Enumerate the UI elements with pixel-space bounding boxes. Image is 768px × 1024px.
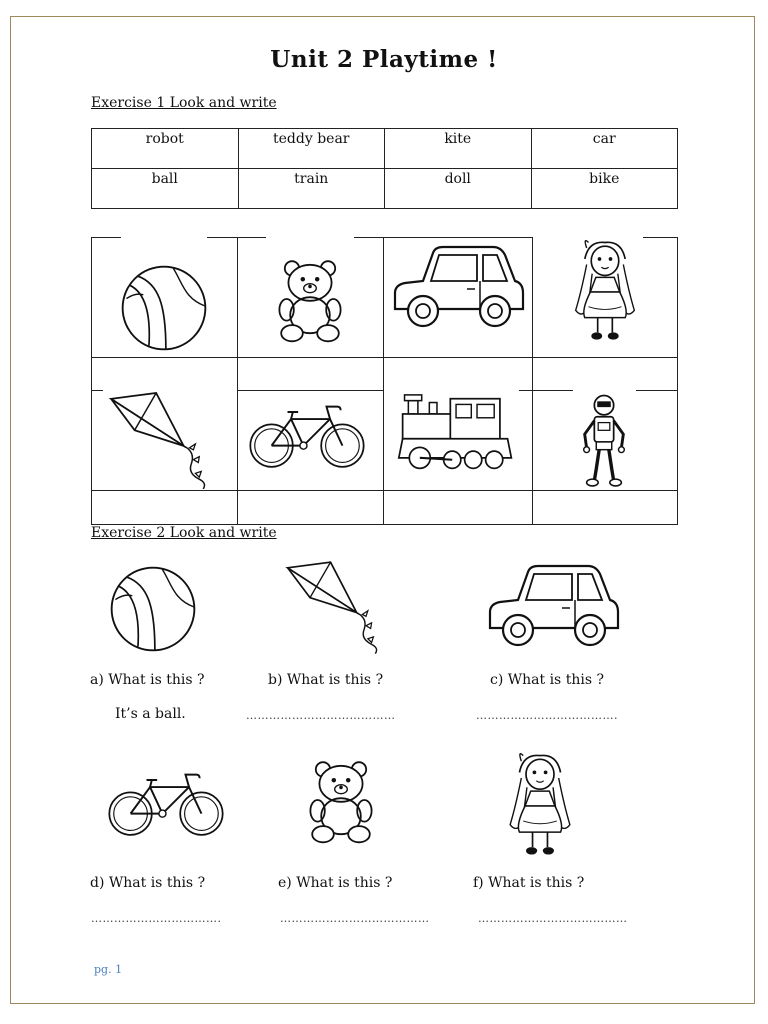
word-cell: car [531,129,678,169]
answer-line-e[interactable]: ………………………………… [280,912,430,925]
teddy-bear-icon [265,253,355,345]
ball-icon [117,261,211,355]
teddy-bear-icon [296,752,386,848]
question-c: c) What is this ? [490,672,604,688]
word-cell: train [238,169,385,209]
word-cell: robot [92,129,239,169]
exercise2-heading: Exercise 2 Look and write [91,525,277,541]
word-cell: ball [92,169,239,209]
answer-line-f[interactable]: ………………………………… [478,912,628,925]
kite-icon [105,391,223,489]
ball-icon [106,562,200,656]
car-icon [389,239,529,339]
kite-icon [282,558,394,656]
doll-icon [500,750,580,862]
doll-icon [565,237,645,347]
car-icon [484,558,624,658]
answer-line-d[interactable]: ……………………………. [91,912,222,925]
robot-icon [575,391,633,489]
word-bank-table [91,128,678,209]
train-icon [395,391,519,477]
question-b: b) What is this ? [268,672,384,688]
answer-a: It’s a ball. [115,706,186,722]
bike-icon [104,766,228,840]
word-cell: kite [385,129,532,169]
word-cell: bike [531,169,678,209]
question-e: e) What is this ? [278,875,393,891]
answer-line-c[interactable]: ………………………………. [476,709,618,722]
question-d: d) What is this ? [90,875,206,891]
page-number: pg. 1 [94,963,123,976]
picture-grid [91,237,678,525]
exercise1-heading: Exercise 1 Look and write [91,95,277,111]
word-cell: doll [385,169,532,209]
answer-line-b[interactable]: ………………………………… [246,709,396,722]
question-a: a) What is this ? [90,672,205,688]
bike-icon [245,399,369,471]
word-cell: teddy bear [238,129,385,169]
question-f: f) What is this ? [473,875,585,891]
page-title: Unit 2 Playtime ! [270,46,498,73]
